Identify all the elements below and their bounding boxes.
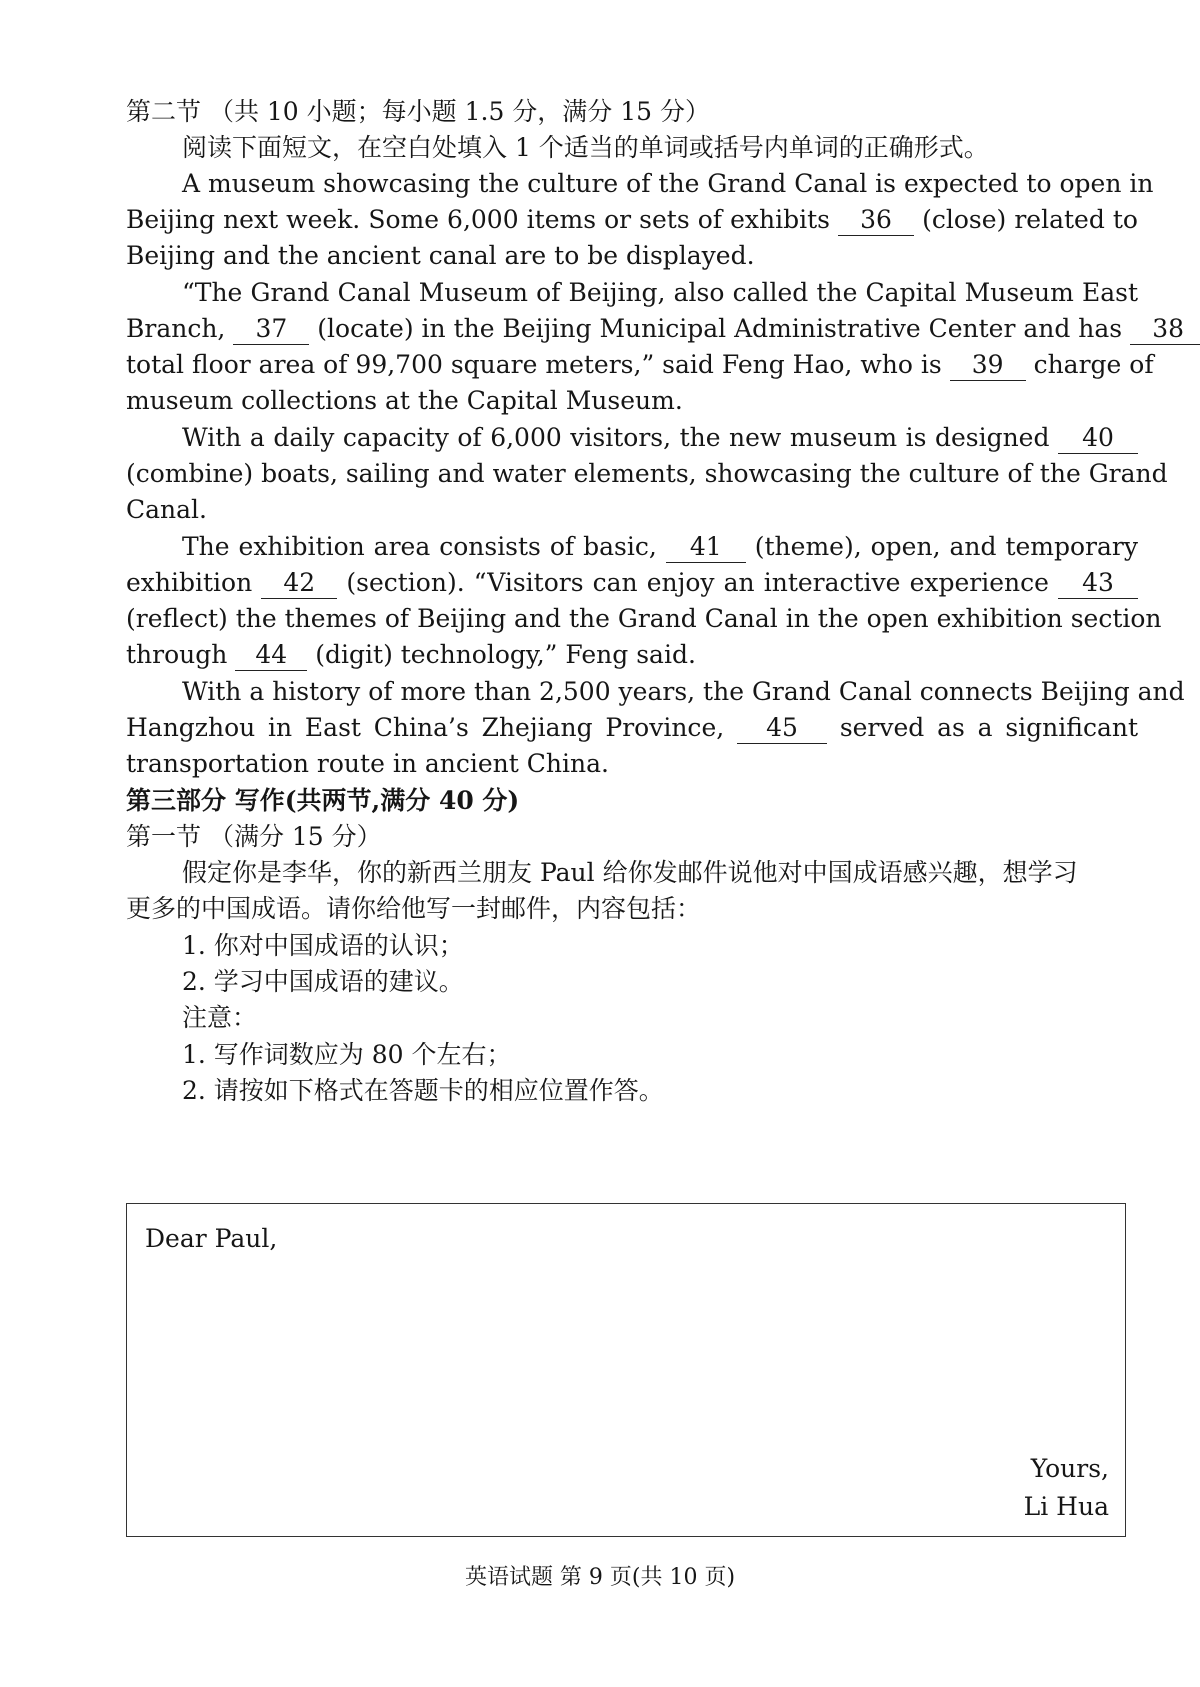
blank-42: 42: [261, 568, 337, 599]
blank-36: 36: [838, 205, 914, 236]
blank-40: 40: [1058, 423, 1138, 454]
letter-signature: Li Hua: [1023, 1492, 1109, 1521]
p1-line2: [126, 200, 1138, 240]
p1-line3: Beijing and the ancient canal are to be displayed.: [126, 241, 755, 270]
prompt-line1: 假定你是李华，你的新西兰朋友 Paul 给你发邮件说他对中国成语感兴趣，想学习: [182, 858, 1078, 887]
blank-45: 45: [737, 713, 827, 744]
p2-line2: [126, 309, 1184, 349]
prompt-item1: 1. 你对中国成语的认识；: [182, 931, 464, 960]
p4-line4: [126, 635, 1138, 675]
p4-line4-text-b: (digit) technology,” Feng said.: [315, 640, 696, 669]
p1-line2-text-a: Beijing next week. Some 6,000 items or sets of exhibits: [126, 205, 830, 234]
section2-instruction: 阅读下面短文，在空白处填入 1 个适当的单词或括号内单词的正确形式。: [182, 133, 989, 162]
p1-line2-text-b: (close) related to: [922, 205, 1138, 234]
p1-line1: A museum showcasing the culture of the Grand Canal is expected to open in: [182, 169, 1154, 198]
p3-line3: Canal.: [126, 495, 207, 524]
p5-line2: [126, 708, 1138, 748]
letter-template-box: [126, 1203, 1126, 1537]
note-item2: 2. 请按如下格式在答题卡的相应位置作答。: [182, 1076, 664, 1105]
section2-heading: 第二节 （共 10 小题；每小题 1.5 分，满分 15 分）: [126, 97, 711, 126]
page-footer: 英语试题 第 9 页(共 10 页): [464, 1565, 736, 1590]
p4-line1-text-b: (theme), open, and temporary: [754, 532, 1138, 561]
p2-line3-text-b: charge of: [1033, 350, 1154, 379]
blank-43: 43: [1058, 568, 1138, 599]
p3-line2: (combine) boats, sailing and water elements, showcasing the culture of the Grand: [126, 459, 1168, 488]
p2-line2-text-b: (locate) in the Beijing Municipal Administrative Center and has: [317, 314, 1123, 343]
p2-line2-text-a: Branch,: [126, 314, 226, 343]
p2-line4: museum collections at the Capital Museum.: [126, 386, 683, 415]
prompt-line2: 更多的中国成语。请你给他写一封邮件，内容包括：: [126, 894, 702, 923]
part3-section1-heading: 第一节 （满分 15 分）: [126, 822, 382, 851]
p2-line3: [126, 345, 1154, 385]
p3-line1-text-a: With a daily capacity of 6,000 visitors, the new museum is designed: [182, 423, 1050, 452]
letter-closing: Yours,: [1030, 1454, 1109, 1483]
p5-line2-text-a: Hangzhou in East China’s Zhejiang Province,: [126, 713, 725, 742]
p5-line2-text-b: served as a significant: [839, 713, 1139, 742]
prompt-item2: 2. 学习中国成语的建议。: [182, 967, 464, 996]
blank-37: 37: [233, 314, 309, 345]
p3-line1: [182, 418, 1138, 458]
blank-41: 41: [666, 532, 746, 563]
p4-line2-text-b: (section). “Visitors can enjoy an interactive experience: [346, 568, 1049, 597]
p2-line1: “The Grand Canal Museum of Beijing, also called the Capital Museum East: [182, 278, 1138, 307]
note-label: 注意：: [182, 1003, 258, 1032]
p4-line1: [182, 527, 1138, 567]
p2-line3-text-a: total floor area of 99,700 square meters,” said Feng Hao, who is: [126, 350, 942, 379]
letter-greeting: Dear Paul,: [145, 1224, 278, 1253]
p4-line3: (reflect) the themes of Beijing and the Grand Canal in the open exhibition section: [126, 604, 1162, 633]
part3-heading: 第三部分 写作(共两节,满分 40 分): [126, 786, 520, 815]
p4-line2-text-a: exhibition: [126, 568, 253, 597]
p4-line4-text-a: through: [126, 640, 228, 669]
p5-line3: transportation route in ancient China.: [126, 749, 609, 778]
note-item1: 1. 写作词数应为 80 个左右；: [182, 1040, 512, 1069]
blank-39: 39: [950, 350, 1026, 381]
blank-38: 38: [1130, 314, 1200, 345]
p5-line1: With a history of more than 2,500 years, the Grand Canal connects Beijing and: [182, 677, 1185, 706]
p4-line1-text-a: The exhibition area consists of basic,: [182, 532, 657, 561]
p4-line2: [126, 563, 1138, 603]
blank-44: 44: [235, 640, 307, 671]
